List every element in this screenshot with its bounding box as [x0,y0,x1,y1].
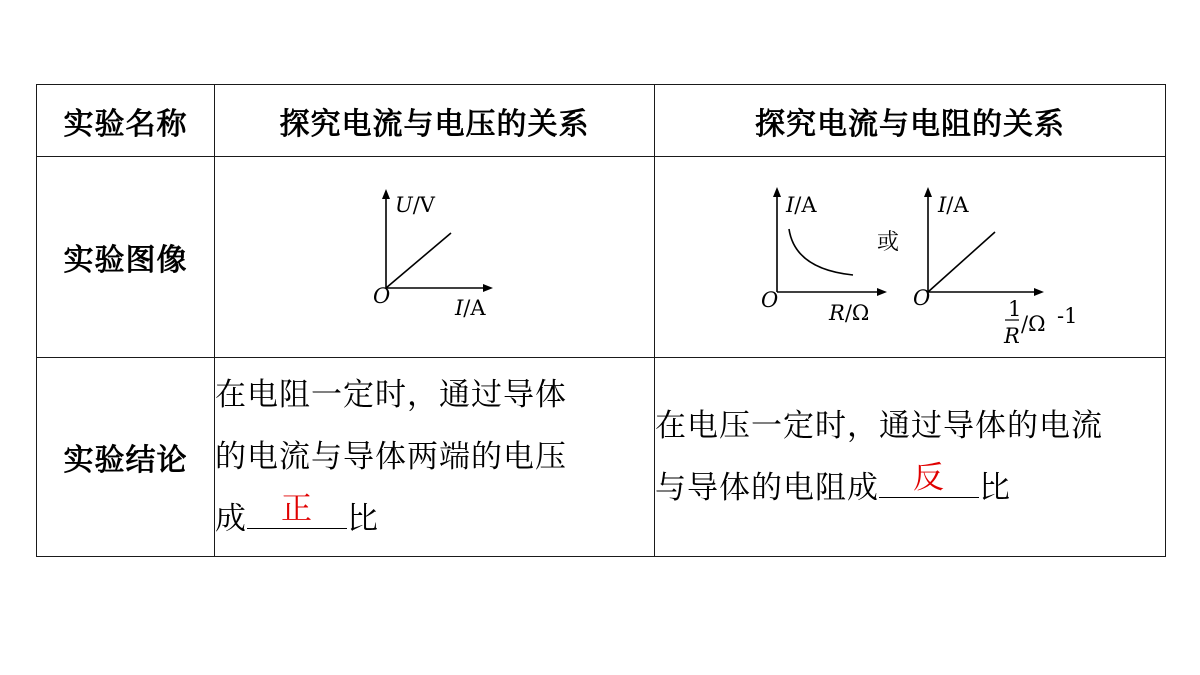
voltage-conclusion-post: 比 [347,501,379,537]
resistance-conclusion-line1: 在电压一定时，通过导体的电流 [655,408,1103,444]
i-invr-x-unit: /Ω [1021,312,1046,336]
i-invr-x-numerator: 1 [1008,297,1022,321]
answer-direct: 正 [281,491,313,527]
u-i-graph [215,157,655,357]
i-invr-x-exponent: -1 [1057,304,1078,328]
i-r-curve [789,229,853,275]
i-invr-origin: O [913,286,931,310]
graph-row-label: 实验图像 [37,157,215,358]
i-r-y-label: I/A [786,193,817,217]
u-i-line [386,233,451,288]
u-i-y-arrow [382,189,390,199]
comparison-table [36,84,1166,557]
i-r-origin: O [761,288,779,312]
answer-inverse: 反 [913,460,945,496]
i-invr-y-arrow [924,187,932,197]
u-i-origin: O [373,284,391,308]
i-r-y-arrow [773,187,781,197]
resistance-conclusion-line2 [655,457,1165,519]
graph-row [37,157,1166,358]
answer-blank-inverse [879,460,979,498]
resistance-conclusion-post: 比 [979,470,1011,506]
voltage-graph-cell [215,157,655,358]
resistance-conclusion-pre: 与导体的电阻成 [655,470,879,506]
conclusion-row [37,358,1166,557]
i-invr-line [928,232,995,292]
answer-blank-proportional [247,491,347,529]
resistance-graphs [655,157,1166,357]
header-resistance-experiment: 探究电流与电阻的关系 [655,85,1166,157]
header-row [37,85,1166,157]
u-i-y-label: U/V [395,193,435,217]
i-invr-x-denominator: R [1004,324,1020,348]
voltage-conclusion-line3 [215,488,654,550]
i-invr-x-arrow [1034,288,1044,296]
voltage-conclusion [215,358,655,557]
resistance-conclusion [655,358,1166,557]
voltage-conclusion-pre: 成 [215,501,247,537]
u-i-x-label: I/A [455,296,486,320]
or-text: 或 [877,230,900,255]
header-label: 实验名称 [37,85,215,157]
resistance-graph-cell [655,157,1166,358]
header-voltage-experiment: 探究电流与电压的关系 [215,85,655,157]
conclusion-row-label: 实验结论 [37,358,215,557]
u-i-x-arrow [483,284,493,292]
i-r-x-arrow [877,288,887,296]
i-r-x-label: R/Ω [829,301,870,325]
voltage-conclusion-line2: 的电流与导体两端的电压 [215,439,567,475]
voltage-conclusion-line1: 在电阻一定时，通过导体 [215,377,567,413]
i-invr-y-label: I/A [938,193,969,217]
